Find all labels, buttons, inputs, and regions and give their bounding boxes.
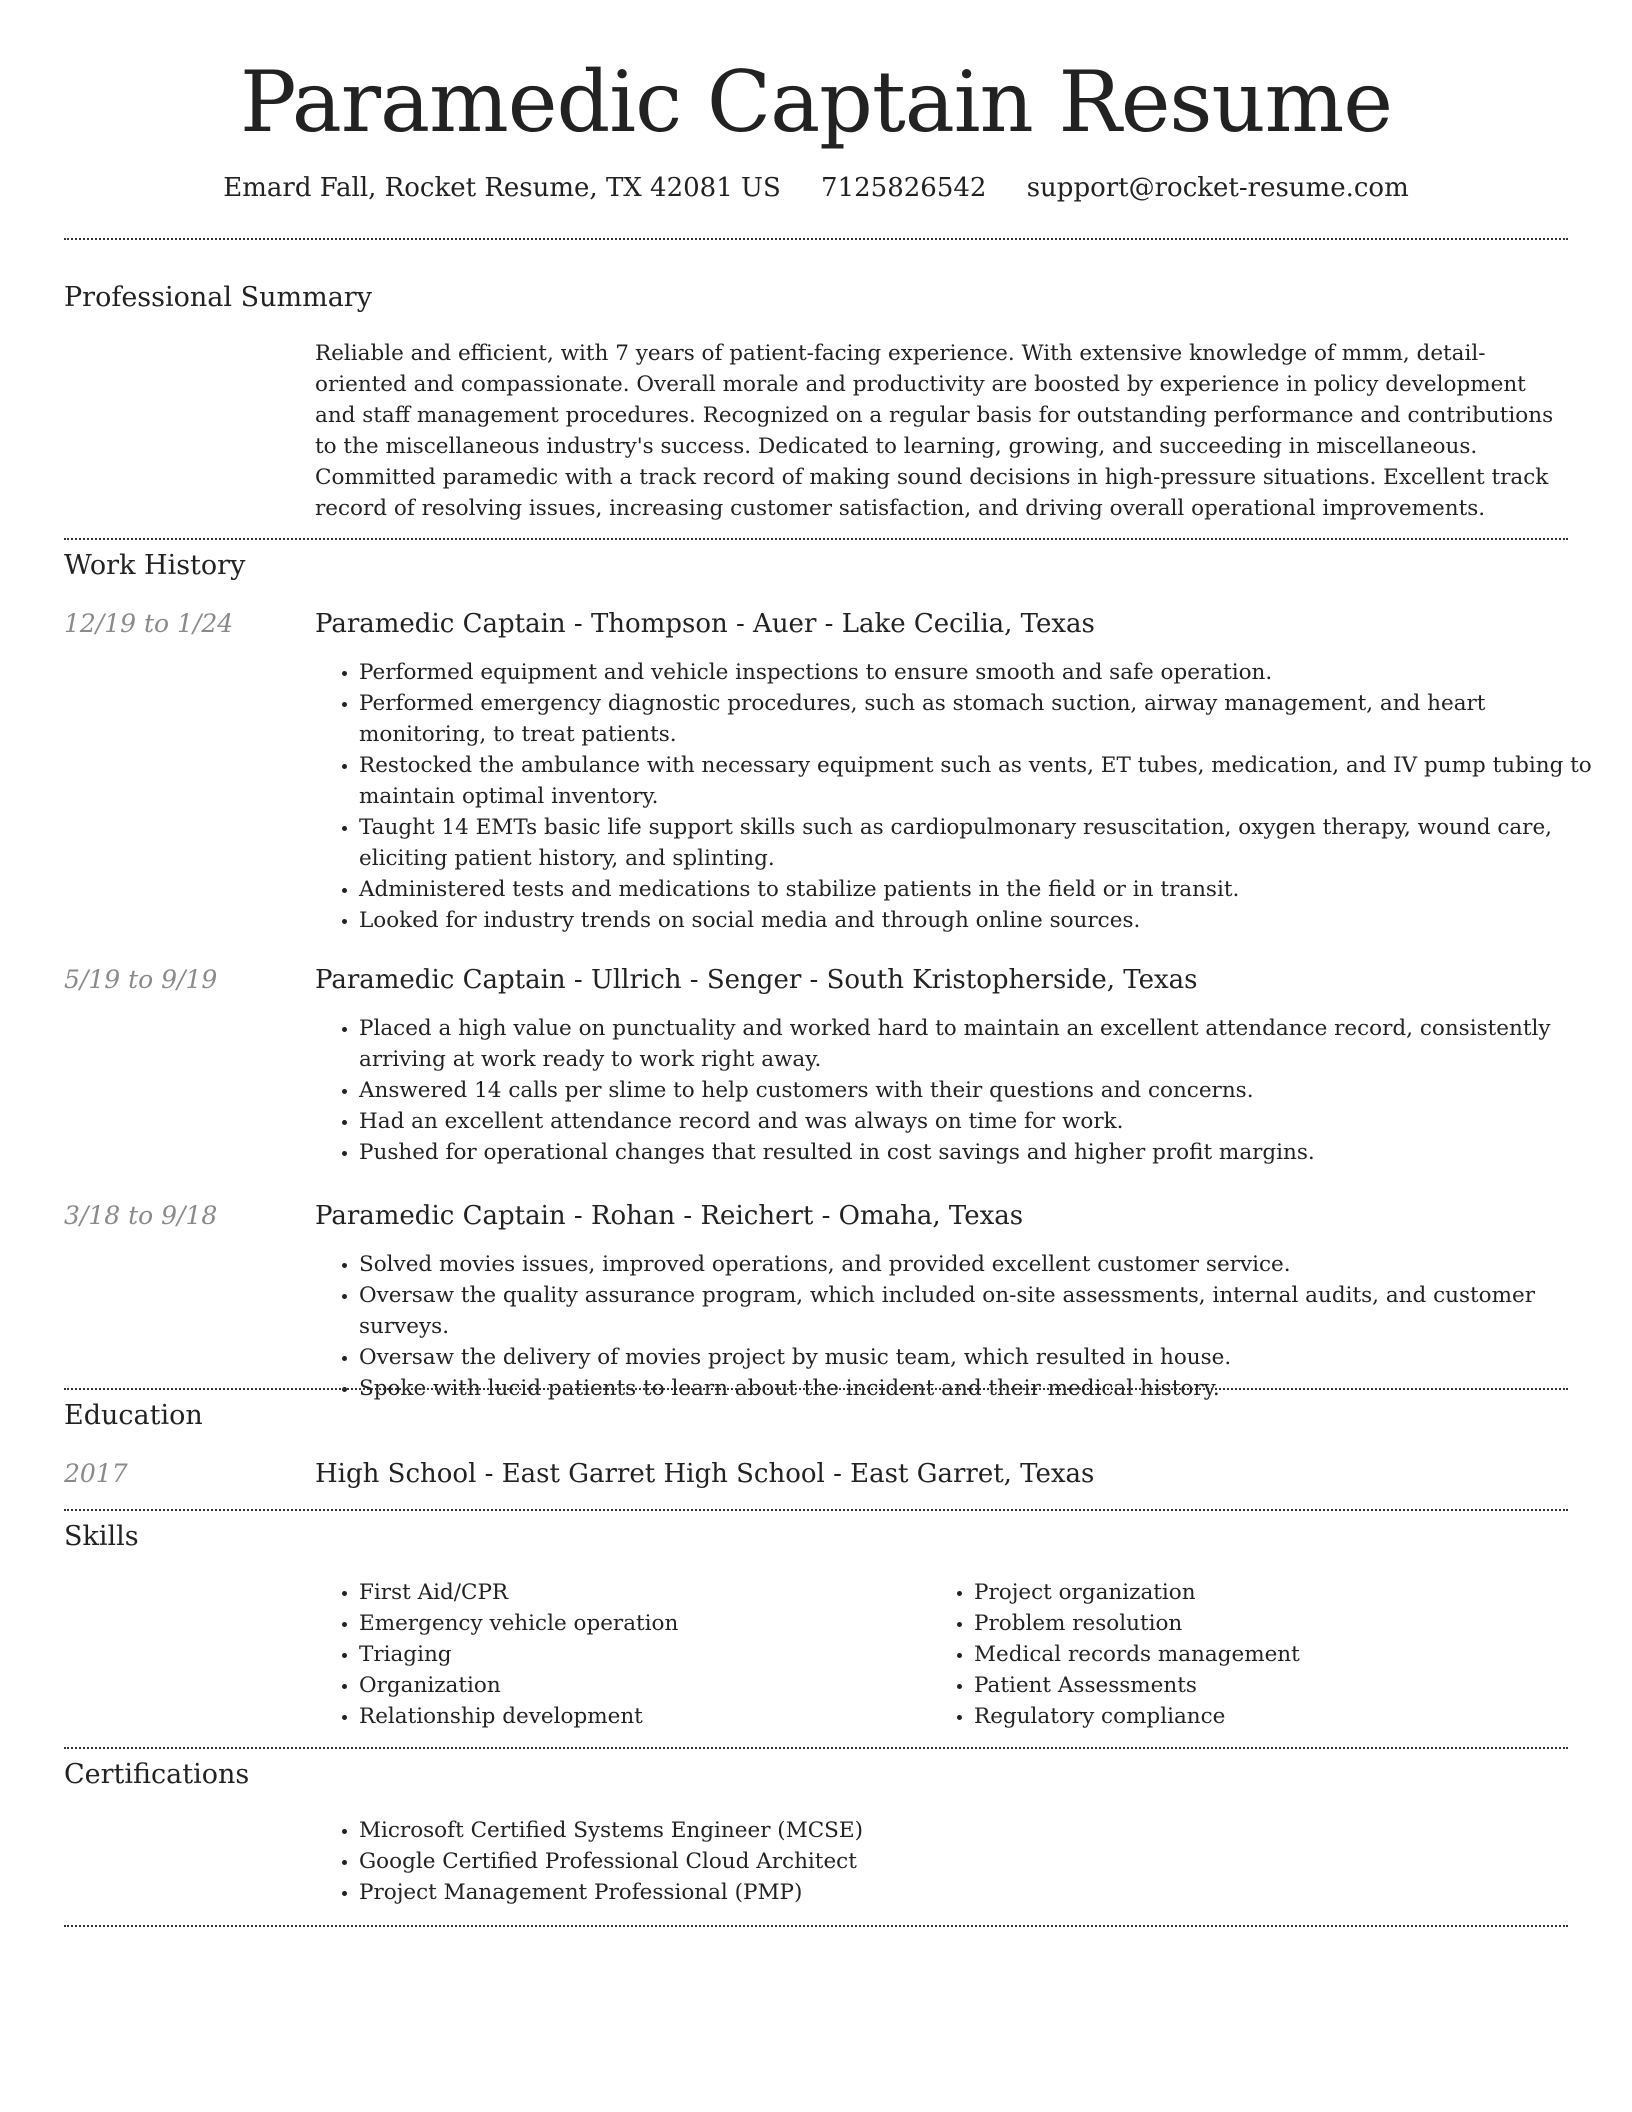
list-item: • Organization: [359, 1670, 1609, 1701]
contact-email: support@rocket-resume.com: [1026, 173, 1409, 203]
list-item: • Microsoft Certified Systems Engineer (MCSE): [359, 1815, 1609, 1846]
list-item: • Oversaw the delivery of movies project by music team, which resulted in house.: [359, 1342, 1609, 1373]
section-heading-certifications: Certifications: [64, 1759, 250, 1790]
list-item: • Restocked the ambulance with necessary equipment such as vents, ET tubes, medication, and IV pump tubing to maintain optimal inventory.: [359, 750, 1609, 812]
list-item: • Had an excellent attendance record and was always on time for work.: [359, 1106, 1609, 1137]
summary-text: Reliable and efficient, with 7 years of patient-facing experience. With extensive knowledge of mmm, detail-oriented and compassionate. Overall morale and productivity are boosted by experience in policy development and staff management procedures. Recognized on a regular basis for outstanding performance and contributions to the miscellaneous industry's success. Dedicated to learning, growing, and succeeding in miscellaneous. Committed paramedic with a track record of making sound decisions in high-pressure situations. Excellent track record of resolving issues, increasing customer satisfaction, and driving overall operational improvements.: [315, 341, 1554, 521]
divider: [64, 1925, 1568, 1927]
list-item: • Oversaw the quality assurance program, which included on-site assessments, internal audits, and customer surveys.: [359, 1280, 1609, 1342]
divider: [64, 1388, 1568, 1390]
list-item: • Emergency vehicle operation: [359, 1608, 1609, 1639]
contact-address: Emard Fall, Rocket Resume, TX 42081 US: [223, 173, 781, 203]
divider: [64, 238, 1568, 240]
list-item: • Google Certified Professional Cloud Architect: [359, 1846, 1609, 1877]
job-title: Paramedic Captain - Thompson - Auer - Lake Cecilia, Texas: [315, 609, 1095, 639]
section-heading-education: Education: [64, 1400, 203, 1431]
education-date: 2017: [64, 1459, 128, 1488]
list-item: • Project Management Professional (PMP): [359, 1877, 1609, 1908]
job-title: Paramedic Captain - Rohan - Reichert - Omaha, Texas: [315, 1201, 1024, 1231]
education-entry: High School - East Garret High School - East Garret, Texas: [315, 1459, 1095, 1489]
list-item: • Taught 14 EMTs basic life support skills such as cardiopulmonary resuscitation, oxygen therapy, wound care, eliciting patient history, and splinting.: [359, 812, 1609, 874]
job-bullets: [315, 657, 1609, 936]
job-date: 12/19 to 1/24: [64, 609, 234, 638]
contact-phone: 7125826542: [821, 173, 987, 203]
list-item: • Placed a high value on punctuality and worked hard to maintain an excellent attendance record, consistently arriving at work ready to work right away.: [359, 1013, 1609, 1075]
list-item: • Triaging: [359, 1639, 1609, 1670]
list-item: • Performed equipment and vehicle inspections to ensure smooth and safe operation.: [359, 657, 1609, 688]
list-item: • Looked for industry trends on social media and through online sources.: [359, 905, 1609, 936]
divider: [64, 1747, 1568, 1749]
contact-line: [0, 170, 1632, 206]
skills-list-right: [930, 1577, 1594, 1732]
list-item: • Project organization: [974, 1577, 1594, 1608]
list-item: • First Aid/CPR: [359, 1577, 1609, 1608]
job-title: Paramedic Captain - Ullrich - Senger - South Kristopherside, Texas: [315, 965, 1198, 995]
list-item: • Patient Assessments: [974, 1670, 1594, 1701]
job-bullets: [315, 1249, 1609, 1404]
list-item: • Performed emergency diagnostic procedures, such as stomach suction, airway management, and heart monitoring, to treat patients.: [359, 688, 1609, 750]
job-date: 3/18 to 9/18: [64, 1201, 218, 1230]
list-item: • Medical records management: [974, 1639, 1594, 1670]
list-item: • Administered tests and medications to stabilize patients in the field or in transit.: [359, 874, 1609, 905]
section-heading-summary: Professional Summary: [64, 282, 372, 313]
list-item: • Regulatory compliance: [974, 1701, 1594, 1732]
list-item: • Answered 14 calls per slime to help customers with their questions and concerns.: [359, 1075, 1609, 1106]
list-item: • Relationship development: [359, 1701, 1609, 1732]
job-bullets: [315, 1013, 1609, 1168]
divider: [64, 1509, 1568, 1511]
resume-title: Paramedic Captain Resume: [240, 53, 1392, 151]
list-item: • Spoke with lucid patients to learn about the incident and their medical history.: [359, 1373, 1609, 1404]
list-item: • Pushed for operational changes that resulted in cost savings and higher profit margins.: [359, 1137, 1609, 1168]
divider: [64, 538, 1568, 540]
job-date: 5/19 to 9/19: [64, 965, 218, 994]
section-heading-skills: Skills: [64, 1521, 139, 1552]
list-item: • Solved movies issues, improved operations, and provided excellent customer service.: [359, 1249, 1609, 1280]
section-heading-work: Work History: [64, 550, 246, 581]
list-item: • Problem resolution: [974, 1608, 1594, 1639]
certifications-list: [315, 1815, 1609, 1908]
